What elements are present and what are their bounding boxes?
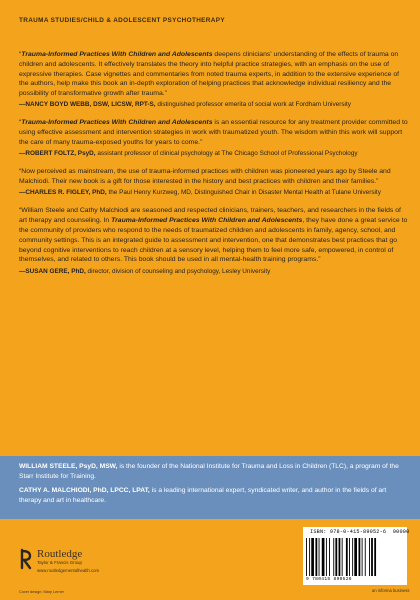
endorser-name: —CHARLES R. FIGLEY, PhD, — [19, 189, 107, 197]
barcode-bar — [369, 538, 370, 576]
barcode-bar — [352, 538, 353, 576]
barcode-digits: 9 780415 890526 — [306, 577, 352, 582]
barcode-bar — [319, 538, 320, 576]
barcode-bar — [322, 538, 325, 576]
publisher-group: Taylor & Francis Group — [37, 560, 82, 565]
quote-text-continued: , they have done a great service to the community of providers who respond to the needs of traumatized children and adolescents in family, agency, school, and community settings. This is an integrated guide to assessment and intervention, one that demonstrates best practices that go beyond cognitive interventions to reach children at a sensory level, helping them to feel more safe, empowered, in control of themselves, and related to others. This book should be used in all mental-health training programs.” — [19, 217, 408, 264]
barcode-bar — [333, 538, 334, 576]
endorsement-quote — [19, 167, 409, 187]
author-name: CATHY A. MALCHIODI, PhD, LPCC, LPAT, — [19, 487, 150, 495]
endorsement-gere — [19, 206, 409, 275]
category-label: TRAUMA STUDIES/CHILD & ADOLESCENT PSYCHOTHERAPY — [19, 17, 225, 24]
quote-text: is an essential resource for any treatment provider committed to using effective assessment and intervention strategies in work with traumatized youth. The wisdom within this work will support the care of many trauma-exposed youths for years to come.” — [19, 119, 408, 147]
barcode-bar — [335, 538, 337, 576]
endorsement-attribution — [19, 100, 409, 109]
author-bio-text: is a leading international expert, syndicated writer, and author in the fields of art therapy and art in healthcare. — [19, 487, 387, 505]
barcode-bar — [306, 538, 307, 576]
author-bio-band — [0, 456, 420, 519]
barcode-bar — [346, 538, 348, 576]
routledge-logo-icon — [19, 548, 33, 570]
publisher-name: Routledge — [37, 548, 83, 560]
quote-text: “William Steele and Cathy Malchiodi are seasoned and respected clinicians, trainers, teachers, and researchers in the fields of art therapy and counseling. In — [19, 207, 401, 225]
book-title-italic: Trauma-Informed Practices With Children and Adolescents — [111, 217, 303, 225]
endorsement-foltz — [19, 118, 409, 158]
quote-text: “Now perceived as mainstream, the use of trauma-informed practices with children was pioneered years ago by Steele and Malchiodi. Their new book is a gift for those interested in the history and best practices with children and their families.” — [19, 168, 391, 186]
endorser-role: the Paul Henry Kurzweg, MD, Distinguished Chair in Disaster Mental Health at Tulane University — [106, 189, 381, 197]
isbn-number: ISBN: 978-0-415-89052-6 — [310, 529, 387, 535]
endorsement-quote: “Trauma-Informed Practices With Children and Adolescents is an essential resource for any treatment provider committed to using effective assessment and intervention strategies in work with traumatized youth. The wisdom within this work will support the care of many trauma-exposed youths for years to come.” — [19, 119, 408, 147]
barcode-bar — [365, 538, 366, 576]
endorser-name: —NANCY BOYD WEBB, DSW, LICSW, RPT-S, — [19, 101, 156, 109]
barcode-bar — [354, 538, 357, 576]
endorsement-attribution — [19, 149, 409, 158]
isbn-text — [310, 529, 409, 535]
barcode-bar — [326, 538, 327, 576]
book-title-italic: Trauma-Informed Practices With Children and Adolescents — [21, 119, 213, 127]
barcode-bar — [315, 538, 317, 576]
barcode-bar — [359, 538, 361, 576]
author-bio-malchiodi — [19, 486, 401, 505]
author-bio-text: is the founder of the National Institute for Trauma and Loss in Children (TLC), a program of the Starr Institute for Training. — [19, 463, 399, 480]
endorser-name: —ROBERT FOLTZ, PsyD, — [19, 150, 96, 158]
barcode-bar — [371, 538, 373, 576]
book-title-italic: Trauma-Informed Practices With Children and Adolescents — [21, 51, 213, 58]
barcode-bar — [349, 538, 350, 576]
endorsement-quote: “Trauma-Informed Practices With Children and Adolescents deepens clinicians' understanding of the effects of trauma on children and adolescents. It effectively translates the theory into helpful practice strategies, with an emphasis on the use of expressive therapies. Case vignettes and commentaries from noted trauma experts, in addition to the extensive experience of the authors, help make this book an in-depth exploration of helping practices that acknowledge individual resiliency and the possibility of transformative growth after trauma.” — [19, 51, 400, 98]
endorser-role: director, division of counseling and psychology, Lesley University — [85, 267, 271, 275]
endorser-role: distinguished professor emerita of social work at Fordham University — [155, 101, 351, 109]
endorser-name: —SUSAN GERE, PhD, — [19, 267, 86, 275]
informa-tagline: an informa business — [372, 588, 410, 593]
barcode-bar — [362, 538, 363, 576]
endorsement-attribution — [19, 267, 409, 276]
quote-text: deepens clinicians' understanding of the effects of trauma on children and adolescents. It effectively translates the theory into helpful practice strategies, with an emphasis on the use of expressive therapies. Case vignettes and commentaries from noted trauma experts, in addition to the extensive experience of the authors, help make this book an in-depth exploration of helping practices that acknowledge individual resiliency and the possibility of transformative growth after trauma.” — [19, 51, 400, 98]
endorsements — [19, 50, 409, 285]
author-bio-steele — [19, 462, 401, 481]
barcode-bar — [374, 538, 376, 576]
cover-design-credit: Cover design: Mary Lerner — [19, 590, 64, 594]
endorsement-figley — [19, 167, 409, 197]
endorsement-webb — [19, 50, 409, 109]
barcode-bar — [339, 538, 341, 576]
price-code: 90000 — [392, 529, 410, 535]
endorsement-quote — [19, 206, 409, 265]
publisher-block — [37, 548, 99, 573]
author-name: WILLIAM STEELE, PsyD, MSW, — [19, 463, 118, 470]
publisher-url: www.routledgementalhealth.com — [37, 568, 100, 573]
barcode-icon — [306, 538, 404, 576]
endorser-role: assistant professor of clinical psychology at The Chicago School of Professional Psychology — [95, 150, 358, 158]
barcode-bar — [311, 538, 314, 576]
barcode-bar — [329, 538, 330, 576]
barcode-bar — [309, 538, 310, 576]
barcode-bar — [342, 538, 343, 576]
endorsement-attribution — [19, 188, 409, 197]
